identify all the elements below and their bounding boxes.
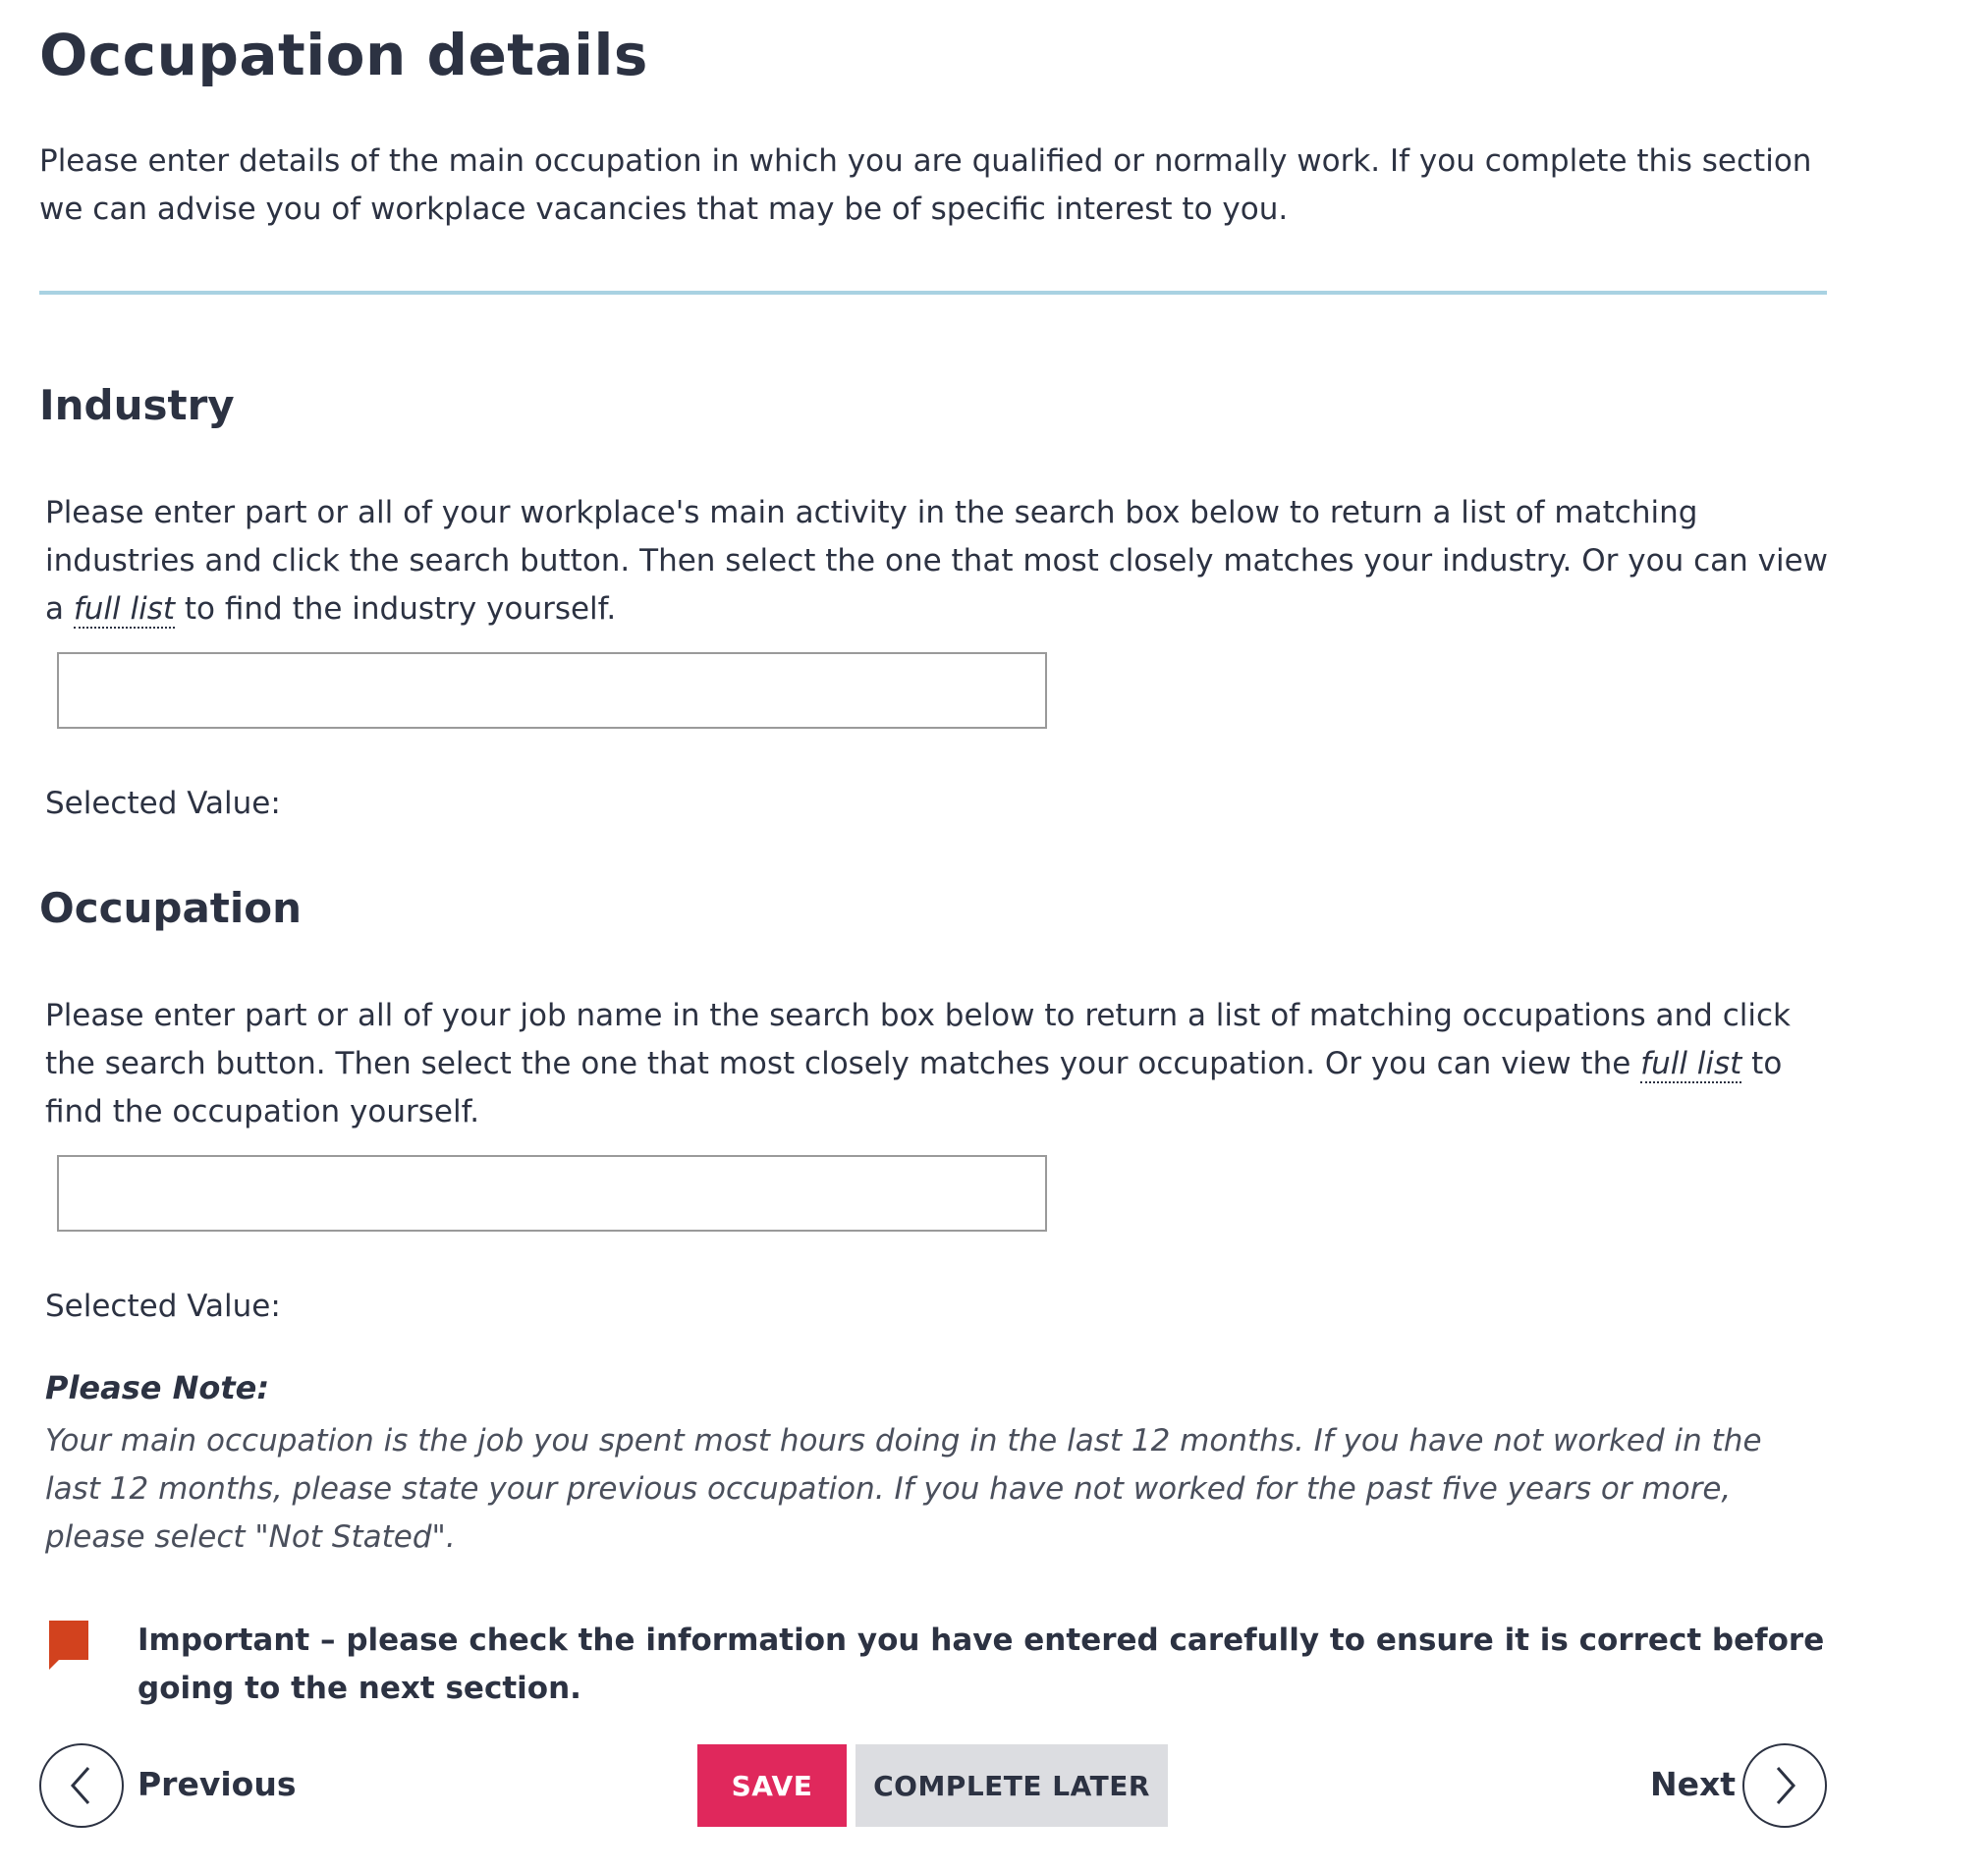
section-divider [39, 291, 1827, 295]
industry-selected-value-label: Selected Value: [45, 786, 281, 821]
flag-icon [49, 1621, 88, 1670]
industry-instructions-text-end: to find the industry yourself. [175, 591, 617, 627]
page-title: Occupation details [39, 22, 648, 88]
important-message: Important – please check the information you have entered carefully to ensure it is correct before going to the next section. [138, 1623, 1825, 1706]
note-text: Your main occupation is the job you spent most hours doing in the last 12 months. If you have not worked in the last 12 months, please state your previous occupation. If you have not worked for the past five years or more, please select "Not Stated". [45, 1423, 1762, 1555]
occupation-heading: Occupation [39, 884, 303, 932]
occupation-instructions-text-end: to find the occupation yourself. [45, 1046, 1783, 1129]
chevron-left-icon [67, 1764, 96, 1807]
industry-search-input[interactable] [57, 652, 1047, 729]
page-intro: Please enter details of the main occupation in which you are qualified or normally work. If you complete this section we can advise you of workplace vacancies that may be of specific interest to you. [39, 143, 1812, 227]
occupation-search-input[interactable] [57, 1155, 1047, 1232]
note-title: Please Note: [45, 1369, 270, 1406]
previous-label[interactable]: Previous [138, 1765, 297, 1803]
industry-instructions-text: Please enter part or all of your workplace's main activity in the search box below to return a list of matching industries and click the search button. Then select the one that most closely matches your industry. Or you can view a [45, 495, 1828, 627]
complete-later-button[interactable]: COMPLETE LATER [856, 1744, 1168, 1827]
industry-heading: Industry [39, 381, 235, 429]
save-button[interactable]: SAVE [697, 1744, 847, 1827]
chevron-right-icon [1770, 1764, 1799, 1807]
industry-instructions [45, 489, 1843, 633]
occupation-instructions [45, 992, 1843, 1136]
next-label[interactable]: Next [1650, 1765, 1737, 1803]
previous-button[interactable] [39, 1743, 124, 1828]
industry-full-list-link[interactable]: full list [73, 591, 176, 627]
occupation-selected-value-label: Selected Value: [45, 1289, 281, 1324]
occupation-full-list-link[interactable]: full list [1640, 1046, 1742, 1081]
next-button[interactable] [1742, 1743, 1827, 1828]
occupation-instructions-text: Please enter part or all of your job name in the search box below to return a list of matching occupations and click the search button. Then select the one that most closely matches your occupation. Or you can view the [45, 998, 1791, 1081]
